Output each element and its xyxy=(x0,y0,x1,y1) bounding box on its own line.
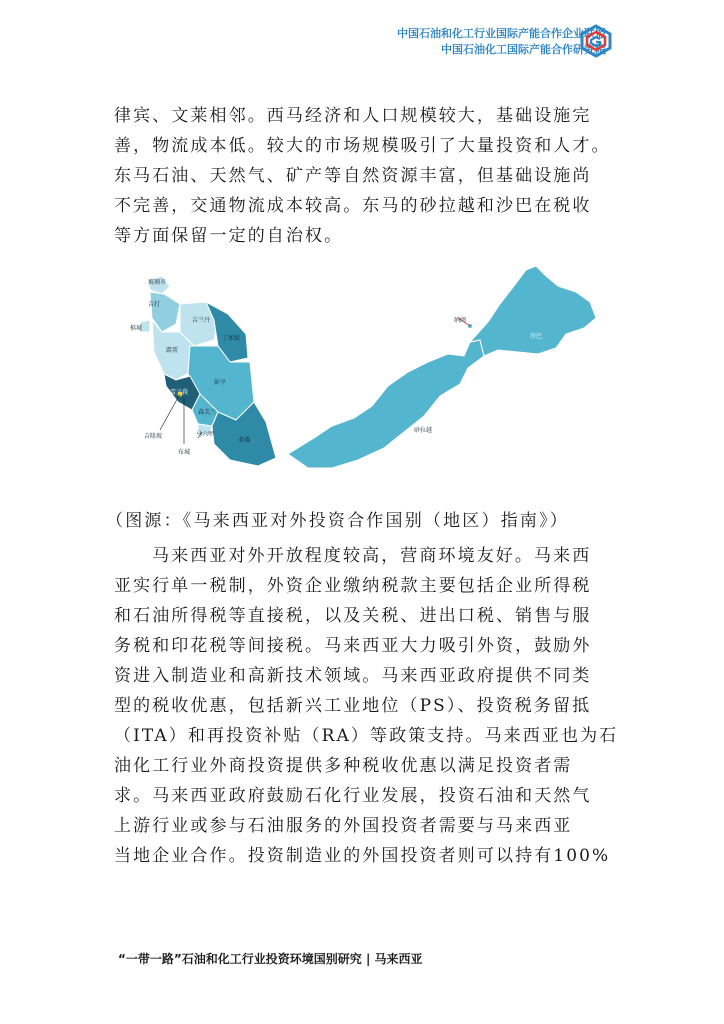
paragraph-line: 等方面保留一定的自治权。 xyxy=(114,226,344,246)
paragraph-line: 务税和印花税等间接税。马来西亚大力吸引外资，鼓励外 xyxy=(114,636,592,656)
page-footer: “一带一路”石油和化工行业投资环境国别研究 | 马来西亚 xyxy=(118,952,423,966)
map-label-johor: 柔佛 xyxy=(238,437,251,444)
paragraph-line: 善，物流成本低。较大的市场规模吸引了大量投资和人才。 xyxy=(114,136,611,156)
map-region-sarawak xyxy=(288,340,484,468)
paragraph-line: 和石油所得税等直接税，以及关税、进出口税、销售与服 xyxy=(114,606,592,626)
map-label-sarawak: 砂拉越 xyxy=(414,427,433,434)
map-region-sabah xyxy=(470,266,596,356)
paragraph-line: 不完善，交通物流成本较高。东马的砂拉越和沙巴在税收 xyxy=(114,196,592,216)
map-label-pahang: 彭亨 xyxy=(214,379,227,386)
paragraph-line: 东马石油、天然气、矿产等自然资源丰富，但基础设施尚 xyxy=(114,166,592,186)
paragraph-line: 上游行业或参与石油服务的外国投资者需要与马来西亚 xyxy=(114,816,573,836)
paragraph-line: 律宾、文莱相邻。西马经济和人口规模较大，基础设施完 xyxy=(114,106,592,126)
map-label-putrajaya: 布城 xyxy=(178,449,191,456)
header-line-2: 中国石油化工国际产能合作研究院 xyxy=(441,43,606,56)
map-label-negeri-sembilan: 森美兰 xyxy=(198,409,217,416)
map-label-kedah: 吉打 xyxy=(148,301,161,308)
alliance-logo-icon xyxy=(578,24,614,58)
paragraph-line: 资进入制造业和高新技术领域。马来西亚政府提供不同类 xyxy=(114,666,592,686)
map-label-labuan: 纳闽 xyxy=(454,317,467,324)
map-label-kelantan: 吉兰丹 xyxy=(192,317,211,324)
map-label-melaka: 马六甲 xyxy=(196,431,215,438)
paragraph-line: （ITA）和再投资补贴（RA）等政策支持。马来西亚也为石 xyxy=(114,726,619,746)
map-label-terengganu: 丁加奴 xyxy=(222,335,241,342)
paragraph-1 xyxy=(114,101,614,251)
paragraph-2 xyxy=(114,541,619,871)
paragraph-line: 型的税收优惠，包括新兴工业地位（PS）、投资税务留抵 xyxy=(114,696,592,716)
map-label-perak: 霹雳 xyxy=(166,347,179,354)
page-header xyxy=(206,26,606,58)
map-label-sabah: 沙巴 xyxy=(530,333,543,340)
figure-caption: （图源：《马来西亚对外投资合作国别（地区）指南》） xyxy=(106,511,569,531)
paragraph-line: 当地企业合作。投资制造业的外国投资者则可以持有100% xyxy=(114,846,611,866)
map-label-penang: 槟城 xyxy=(130,325,143,332)
paragraph-line: 亚实行单一税制，外资企业缴纳税款主要包括企业所得税 xyxy=(114,576,592,596)
header-line-1: 中国石油和化工行业国际产能合作企业联盟 xyxy=(397,27,606,40)
malaysia-map xyxy=(118,262,610,480)
map-label-kl: 吉隆坡 xyxy=(144,433,163,440)
paragraph-line: 求。马来西亚政府鼓励石化行业发展，投资石油和天然气 xyxy=(114,786,592,806)
map-label-selangor: 雪兰莪 xyxy=(170,389,189,396)
paragraph-line: 马来西亚对外开放程度较高，营商环境友好。马来西 xyxy=(152,546,592,566)
paragraph-line: 油化工行业外商投资提供多种税收优惠以满足投资者需 xyxy=(114,756,573,776)
map-label-perlis: 玻璃市 xyxy=(148,279,167,286)
